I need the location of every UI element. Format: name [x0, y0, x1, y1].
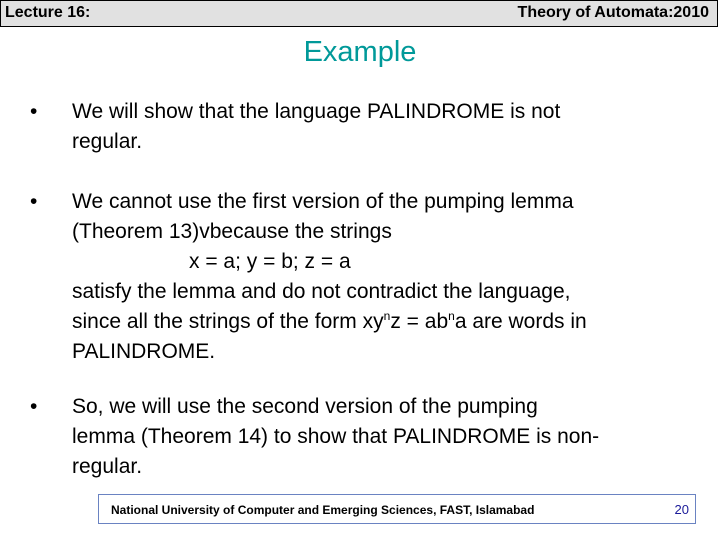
superscript: n [448, 309, 455, 323]
bullet-line: regular. [72, 130, 143, 153]
bullet-icon: • [30, 190, 38, 213]
slide-title: Example [303, 36, 417, 68]
bullet-line: We cannot use the first version of the pumping lemma [72, 190, 574, 213]
text-segment: a are words in [454, 310, 587, 333]
bullet-line: x = a; y = b; z = a [189, 250, 351, 273]
bullet-line: So, we will use the second version of the pumping [72, 395, 538, 418]
course-title: Theory of Automata:2010 [517, 4, 709, 21]
bullet-icon: • [30, 395, 38, 418]
bullet-line: regular. [72, 455, 143, 478]
bullet-item [30, 187, 670, 367]
bullet-item [30, 392, 670, 482]
bullet-line: satisfy the lemma and do not contradict the language, [72, 280, 571, 303]
bullet-line: (Theorem 13)vbecause the strings [72, 220, 392, 243]
bullet-line: We will show that the language PALINDROME is not [72, 100, 561, 123]
lecture-label: Lecture 16: [5, 4, 91, 21]
bullet-icon: • [30, 100, 38, 123]
text-segment: since all the strings of the form xy [72, 310, 384, 333]
bullet-item [30, 97, 670, 157]
bullet-line: lemma (Theorem 14) to show that PALINDROME is non- [72, 425, 600, 448]
institution-name: National University of Computer and Emerging Sciences, FAST, Islamabad [111, 503, 535, 517]
slide-footer [98, 494, 696, 524]
bullet-line [72, 307, 670, 337]
text-segment: z = ab [390, 310, 449, 333]
superscript: n [383, 309, 391, 323]
bullet-line: PALINDROME. [72, 340, 216, 363]
slide-header [0, 0, 718, 27]
page-number: 20 [674, 502, 689, 517]
